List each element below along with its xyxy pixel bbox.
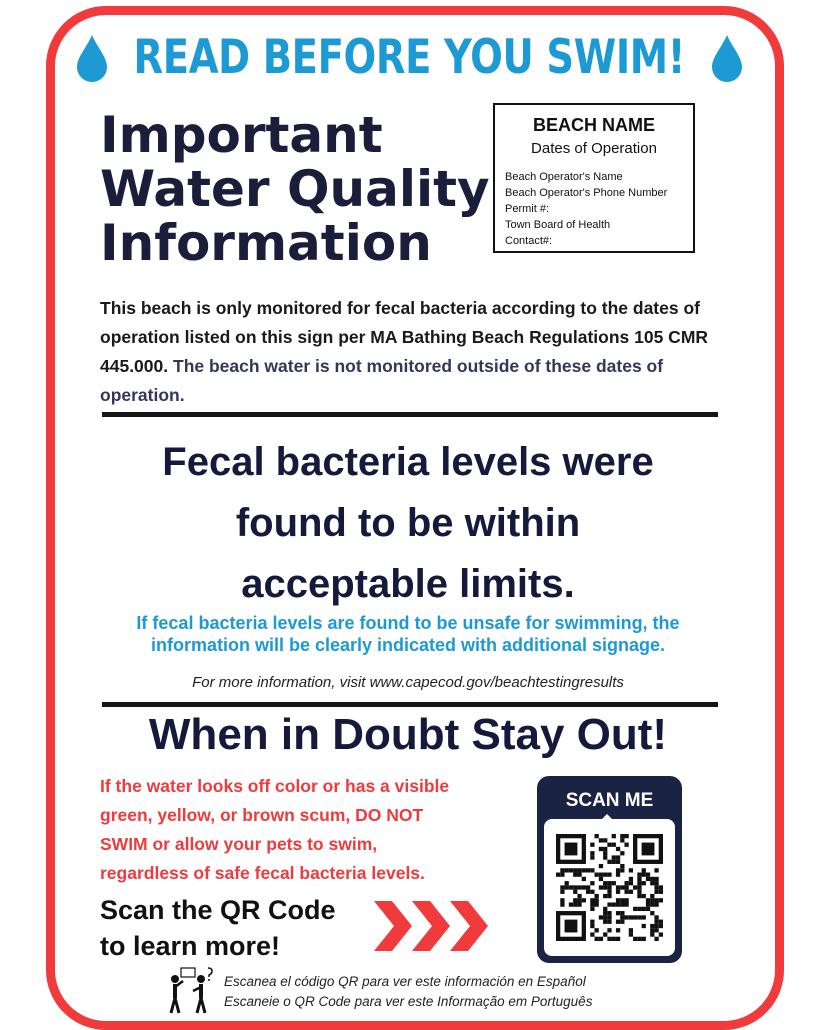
- chevron-arrows-icon: [372, 895, 492, 957]
- scan-me-label: SCAN ME: [565, 790, 654, 811]
- levels-statement: [100, 432, 716, 615]
- translation-note: [224, 972, 704, 1012]
- levels-line: Fecal bacteria levels were: [162, 440, 654, 484]
- warning-line: regardless of safe fecal bacteria levels.: [100, 863, 425, 883]
- header: [0, 30, 819, 85]
- important-title-line: Information: [100, 214, 432, 272]
- scan-qr-prompt: [100, 892, 390, 964]
- warning-line: green, yellow, or brown scum, DO NOT: [100, 805, 424, 825]
- beach-info-box: [493, 103, 695, 253]
- warning-line: If the water looks off color or has a visible: [100, 776, 450, 796]
- important-title-line: Important: [100, 106, 383, 164]
- translation-line-portuguese: Escaneie o QR Code para ver este Informação em Português: [224, 994, 593, 1009]
- water-drop-icon: [710, 33, 744, 83]
- monitoring-highlight: The beach water is not monitored outside of these dates of operation.: [100, 356, 664, 405]
- dates-of-operation: Dates of Operation: [531, 140, 657, 157]
- scan-line: to learn more!: [100, 931, 281, 961]
- qr-code-panel: [544, 819, 675, 956]
- monitoring-text: This beach is only monitored for fecal bacteria according to the dates of operation listed on this sign per MA Bathing Beach Regulations 105 CMR 445.000.: [100, 298, 709, 376]
- info-line-permit: Permit #:: [505, 203, 550, 215]
- header-title: READ BEFORE YOU SWIM!: [133, 30, 686, 85]
- doubt-title: When in Doubt Stay Out!: [148, 710, 668, 759]
- warning-line: SWIM or allow your pets to swim,: [100, 834, 378, 854]
- scan-line: Scan the QR Code: [100, 895, 336, 925]
- divider: [102, 412, 718, 417]
- beach-name: BEACH NAME: [532, 115, 655, 135]
- important-title-line: Water Quality: [100, 160, 490, 218]
- monitoring-paragraph: [100, 294, 730, 410]
- divider: [102, 702, 718, 707]
- scum-warning: [100, 772, 520, 888]
- qr-code-icon[interactable]: [556, 834, 663, 941]
- info-line-operator-phone: Beach Operator's Phone Number: [505, 187, 668, 199]
- water-drop-icon: [75, 33, 109, 83]
- info-line-contact: Contact#:: [505, 235, 553, 247]
- unsafe-notice: [100, 612, 716, 656]
- levels-line: found to be within: [235, 501, 581, 545]
- translation-people-icon: [163, 965, 217, 1015]
- unsafe-line: If fecal bacteria levels are found to be unsafe for swimming, the: [136, 613, 680, 633]
- unsafe-line: information will be clearly indicated with additional signage.: [150, 635, 666, 655]
- translation-line-spanish: Escanea el código QR para ver este información en Español: [224, 974, 586, 989]
- important-title: [100, 108, 490, 270]
- qr-card[interactable]: [537, 776, 682, 963]
- levels-line: acceptable limits.: [241, 562, 575, 606]
- info-line-operator-name: Beach Operator's Name: [505, 171, 623, 183]
- more-info-link[interactable]: For more information, visit www.capecod.gov/beachtestingresults: [192, 674, 624, 691]
- info-line-board-of-health: Town Board of Health: [505, 219, 611, 231]
